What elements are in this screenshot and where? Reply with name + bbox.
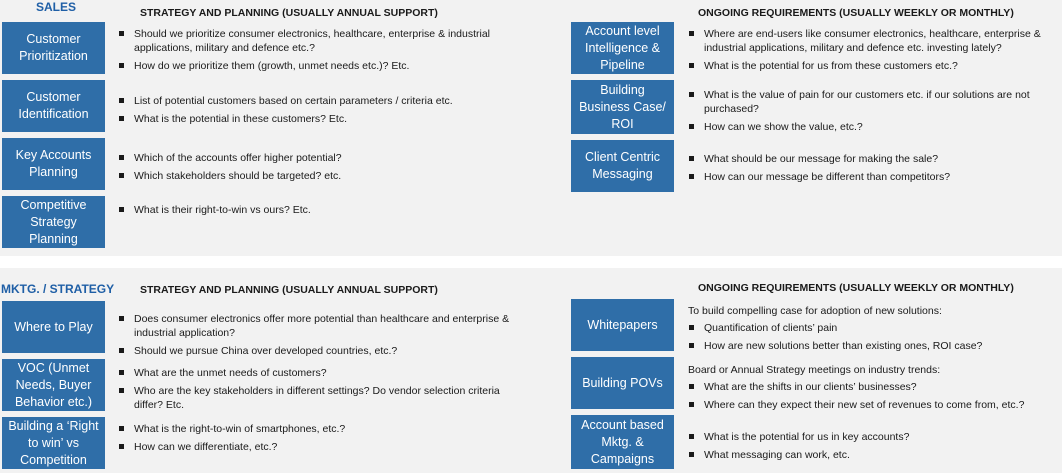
right-to-win-bullets [118,422,518,458]
bullet-item: Who are the key stakeholders in different settings? Do vendor selection criteria differ? Etc. [118,384,518,412]
bullet-item: What is the value of pain for our customers etc. if our solutions are not purchased? [688,88,1060,116]
client-centric-messaging-bullets [688,152,1060,188]
bullet-item: What is the potential for us from these customers etc.? [688,59,1060,73]
account-based-mktg-bullets [688,430,1060,466]
bullet-item: Which of the accounts offer higher potential? [118,151,518,165]
bullet-item: Where can they expect their new set of revenues to come from, etc.? [688,398,1060,412]
bullet-item: What is their right-to-win vs ours? Etc. [118,203,518,217]
bullet-item: What is the potential for us in key accounts? [688,430,1060,444]
bullet-item: How can our message be different than competitors? [688,170,1060,184]
bullet-item: List of potential customers based on certain parameters / criteria etc. [118,94,518,108]
bullet-item: Quantification of clients’ pain [688,321,1060,335]
bullet-item: Should we pursue China over developed countries, etc.? [118,344,518,358]
bullet-item: Should we prioritize consumer electronics, healthcare, enterprise & industrial applications, military and defence etc.? [118,27,518,55]
whitepapers-bullets [688,321,1060,357]
building-povs-box: Building POVs [571,357,674,409]
bullet-item: Does consumer electronics offer more potential than healthcare and enterprise & industrial application? [118,312,518,340]
bullet-item: What should be our message for making the sale? [688,152,1060,166]
where-to-play-bullets [118,312,518,362]
mktg-section-label: MKTG. / STRATEGY [1,282,115,296]
where-to-play-box: Where to Play [2,301,105,353]
customer-prioritization-box: Customer Prioritization [2,22,105,74]
bullet-item: How do we prioritize them (growth, unmet needs etc.)? Etc. [118,59,518,73]
key-accounts-planning-box: Key Accounts Planning [2,138,105,190]
competitive-strategy-planning-box: Competitive Strategy Planning [2,196,105,248]
bullet-item: What are the shifts in our clients’ businesses? [688,380,1060,394]
bullet-item: Which stakeholders should be targeted? etc. [118,169,518,183]
whitepapers-intro: To build compelling case for adoption of new solutions: [688,305,942,317]
client-centric-messaging-box: Client Centric Messaging [571,140,674,192]
business-case-roi-box: Building Business Case/ ROI [571,80,674,134]
voc-bullets [118,366,518,416]
sales-ongoing-header: ONGOING REQUIREMENTS (USUALLY WEEKLY OR MONTHLY) [698,7,1014,19]
customer-identification-box: Customer Identification [2,80,105,132]
right-to-win-box: Building a ‘Right to win’ vs Competition [2,417,105,469]
bullet-item: What messaging can work, etc. [688,448,1060,462]
bullet-item: How can we show the value, etc.? [688,120,1060,134]
customer-prioritization-bullets [118,27,518,77]
account-based-mktg-box: Account based Mktg. & Campaigns [571,415,674,469]
bullet-item: How are new solutions better than existing ones, ROI case? [688,339,1060,353]
customer-identification-bullets [118,94,518,130]
sales-strategy-header: STRATEGY AND PLANNING (USUALLY ANNUAL SUPPORT) [140,7,438,19]
bullet-item: What are the unmet needs of customers? [118,366,518,380]
bullet-item: Where are end-users like consumer electronics, healthcare, enterprise & industrial applications, military and defence etc. investing lately? [688,27,1060,55]
competitive-strategy-planning-bullets [118,203,518,221]
mktg-strategy-header: STRATEGY AND PLANNING (USUALLY ANNUAL SUPPORT) [140,284,438,296]
business-case-roi-bullets [688,88,1060,138]
building-povs-bullets [688,380,1060,416]
sales-section-label: SALES [36,0,77,14]
bullet-item: How can we differentiate, etc.? [118,440,518,454]
mktg-ongoing-header: ONGOING REQUIREMENTS (USUALLY WEEKLY OR MONTHLY) [698,282,1014,294]
voc-box: VOC (Unmet Needs, Buyer Behavior etc.) [2,359,105,411]
whitepapers-box: Whitepapers [571,299,674,351]
building-povs-intro: Board or Annual Strategy meetings on industry trends: [688,364,941,376]
bullet-item: What is the right-to-win of smartphones, etc.? [118,422,518,436]
bullet-item: What is the potential in these customers? Etc. [118,112,518,126]
account-intelligence-bullets [688,27,1060,77]
account-intelligence-box: Account level Intelligence & Pipeline [571,22,674,74]
key-accounts-planning-bullets [118,151,518,187]
